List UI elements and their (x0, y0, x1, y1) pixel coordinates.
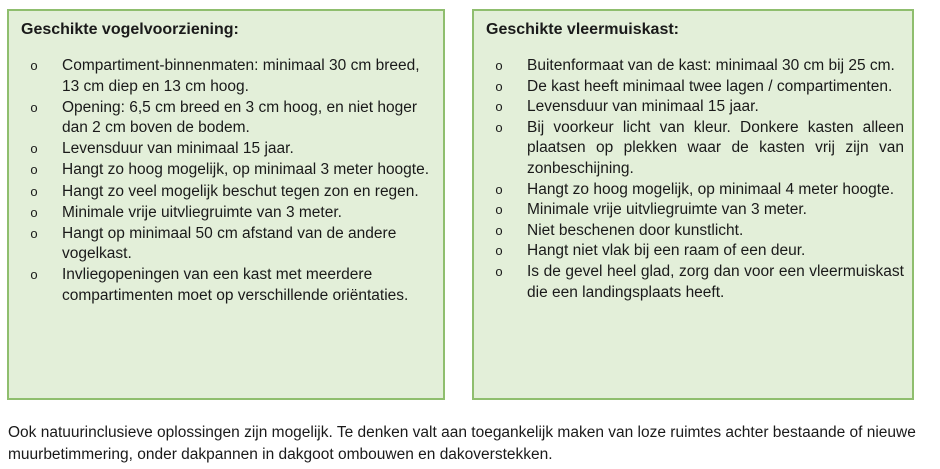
bullet-icon: o (495, 222, 503, 238)
bullet-icon: o (495, 99, 503, 115)
list-item (492, 97, 904, 118)
list-item-text: Invliegopeningen van een kast met meerdere compartimenten moet op verschillende oriëntaties. (62, 266, 409, 305)
bullet-icon: o (495, 119, 503, 135)
list-item-text: De kast heeft minimaal twee lagen / compartimenten. (527, 77, 893, 95)
bird-box-list (27, 56, 431, 307)
list-item-text: Hangt zo hoog mogelijk, op minimaal 4 meter hoogte. (527, 180, 895, 198)
list-item (492, 56, 904, 77)
bird-box-panel (7, 9, 445, 400)
list-item-text: Buitenformaat van de kast: minimaal 30 cm bij 25 cm. (527, 57, 895, 74)
list-item-text: Niet beschenen door kunstlicht. (527, 221, 744, 239)
bullet-icon: o (30, 58, 38, 73)
list-item-text: Compartiment-binnenmaten: minimaal 30 cm breed, 13 cm diep en 13 cm hoog. (62, 57, 420, 95)
list-item-text: Hangt zo veel mogelijk beschut tegen zon en regen. (62, 182, 419, 200)
list-item-text: Hangt op minimaal 50 cm afstand van de andere vogelkast. (62, 224, 397, 263)
bat-box-panel (472, 9, 914, 400)
list-item (27, 160, 431, 181)
bullet-icon: o (30, 99, 38, 115)
list-item (492, 200, 904, 221)
list-item (492, 180, 904, 201)
bullet-icon: o (30, 204, 38, 220)
list-item (492, 77, 904, 98)
list-item (27, 203, 431, 224)
list-item (27, 265, 431, 306)
bullet-icon: o (495, 78, 503, 94)
list-item-text: Levensduur van minimaal 15 jaar. (62, 140, 294, 158)
bullet-icon: o (30, 225, 38, 241)
bird-box-title: Geschikte vogelvoorziening: (21, 21, 239, 38)
bat-box-list (492, 56, 904, 303)
list-item-text: Bij voorkeur licht van kleur. Donkere kasten alleen plaatsen op plekken waar de kasten vrij zijn van zonbeschijning. (527, 118, 904, 177)
list-item-text: Opening: 6,5 cm breed en 3 cm hoog, en niet hoger dan 2 cm boven de bodem. (62, 98, 418, 137)
bullet-icon: o (495, 243, 503, 259)
list-item (492, 118, 904, 180)
list-item-text: Minimale vrije uitvliegruimte van 3 meter. (62, 203, 342, 221)
list-item-text: Hangt niet vlak bij een raam of een deur. (527, 242, 806, 260)
bullet-icon: o (495, 181, 503, 197)
bullet-icon: o (495, 202, 503, 218)
bullet-icon: o (495, 58, 503, 73)
list-item (492, 241, 904, 262)
list-item (27, 224, 431, 265)
bullet-icon: o (495, 263, 503, 279)
list-item (27, 182, 431, 203)
bat-box-title: Geschikte vleermuiskast: (486, 21, 679, 38)
bullet-icon: o (30, 162, 38, 178)
list-item-text: Hangt zo hoog mogelijk, op minimaal 3 meter hoogte. (62, 161, 430, 179)
list-item-text: Levensduur van minimaal 15 jaar. (527, 98, 759, 116)
list-item-text: Is de gevel heel glad, zorg dan voor een vleermuiskast die een landingsplaats heeft. (527, 262, 904, 301)
bullet-icon: o (30, 267, 38, 283)
list-item (492, 262, 904, 303)
list-item (492, 221, 904, 242)
list-item (27, 56, 431, 97)
footer-paragraph: Ook natuurinclusieve oplossingen zijn mogelijk. Te denken valt aan toegankelijk maken van loze ruimtes achter bestaande of nieuwe muurbetimmering, onder dakpannen in dakgoot ombouwen en dakoverstekken. (8, 424, 916, 463)
bullet-icon: o (30, 183, 38, 199)
list-item (27, 139, 431, 160)
bullet-icon: o (30, 141, 38, 157)
list-item (27, 98, 431, 139)
list-item-text: Minimale vrije uitvliegruimte van 3 meter. (527, 201, 807, 219)
